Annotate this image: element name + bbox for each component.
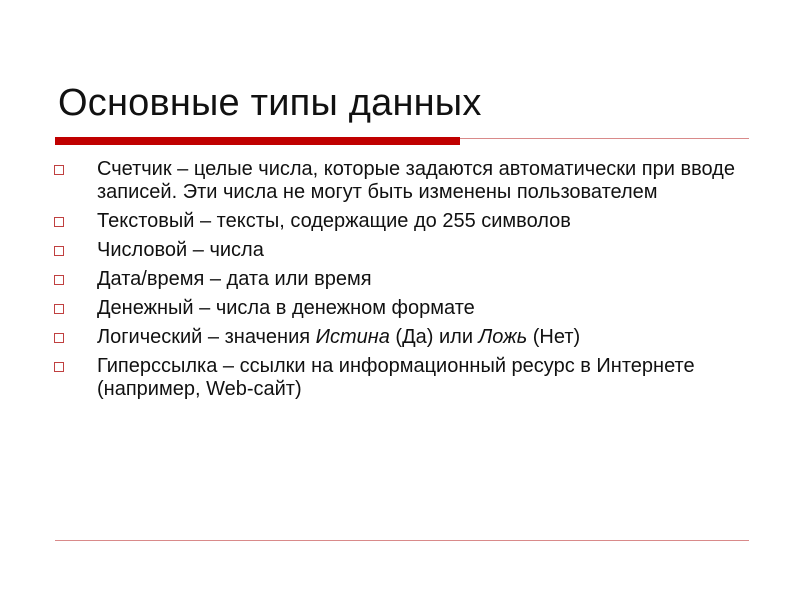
bullet-description: числа <box>209 239 264 261</box>
bullet-item-datetime <box>52 268 742 291</box>
bullet-item-text <box>52 210 742 233</box>
bullet-term: Дата/время <box>97 268 205 290</box>
bullet-term: Гиперссылка <box>97 355 218 377</box>
bullet-description: дата или время <box>226 268 372 290</box>
bullet-separator: – <box>204 268 227 290</box>
bullet-description: значения <box>224 326 316 348</box>
bullet-item-hyperlink <box>52 355 742 401</box>
footer-divider-line <box>55 540 749 541</box>
bullet-item-numeric <box>52 239 742 262</box>
bullet-item-logical <box>52 326 742 349</box>
bullet-description: ссылки на информационный ресурс в Интернете (например, Web-сайт) <box>97 355 695 400</box>
bullet-separator: – <box>193 297 216 319</box>
hollow-square-icon <box>54 304 64 314</box>
hollow-square-icon <box>54 275 64 285</box>
bullet-item-counter <box>52 158 742 204</box>
bullet-list <box>52 158 742 407</box>
false-value-word: Ложь <box>478 326 528 348</box>
hollow-square-icon <box>54 165 64 175</box>
hollow-square-icon <box>54 362 64 372</box>
bullet-separator: – <box>187 239 210 261</box>
bullet-description: целые числа, которые задаются автоматически при вводе записей. Эти числа не могут быть изменены пользователем <box>97 158 735 203</box>
bullet-term: Счетчик <box>97 158 172 180</box>
true-value-word: Истина <box>315 326 390 348</box>
hollow-square-icon <box>54 333 64 343</box>
bullet-description-end: (Нет) <box>527 326 581 348</box>
hollow-square-icon <box>54 217 64 227</box>
bullet-term: Текстовый <box>97 210 195 232</box>
slide-title: Основные типы данных <box>58 82 482 124</box>
bullet-item-currency <box>52 297 742 320</box>
bullet-term: Денежный <box>97 297 194 319</box>
bullet-description: тексты, содержащие до 255 символов <box>216 210 571 232</box>
title-divider-line <box>460 138 749 139</box>
bullet-description-mid: (Да) или <box>389 326 479 348</box>
bullet-description: числа в денежном формате <box>215 297 475 319</box>
title-accent-bar <box>55 137 460 145</box>
bullet-separator: – <box>202 326 225 348</box>
bullet-term: Числовой <box>97 239 188 261</box>
hollow-square-icon <box>54 246 64 256</box>
bullet-separator: – <box>217 355 240 377</box>
bullet-separator: – <box>171 158 194 180</box>
bullet-term: Логический <box>97 326 203 348</box>
bullet-separator: – <box>194 210 217 232</box>
